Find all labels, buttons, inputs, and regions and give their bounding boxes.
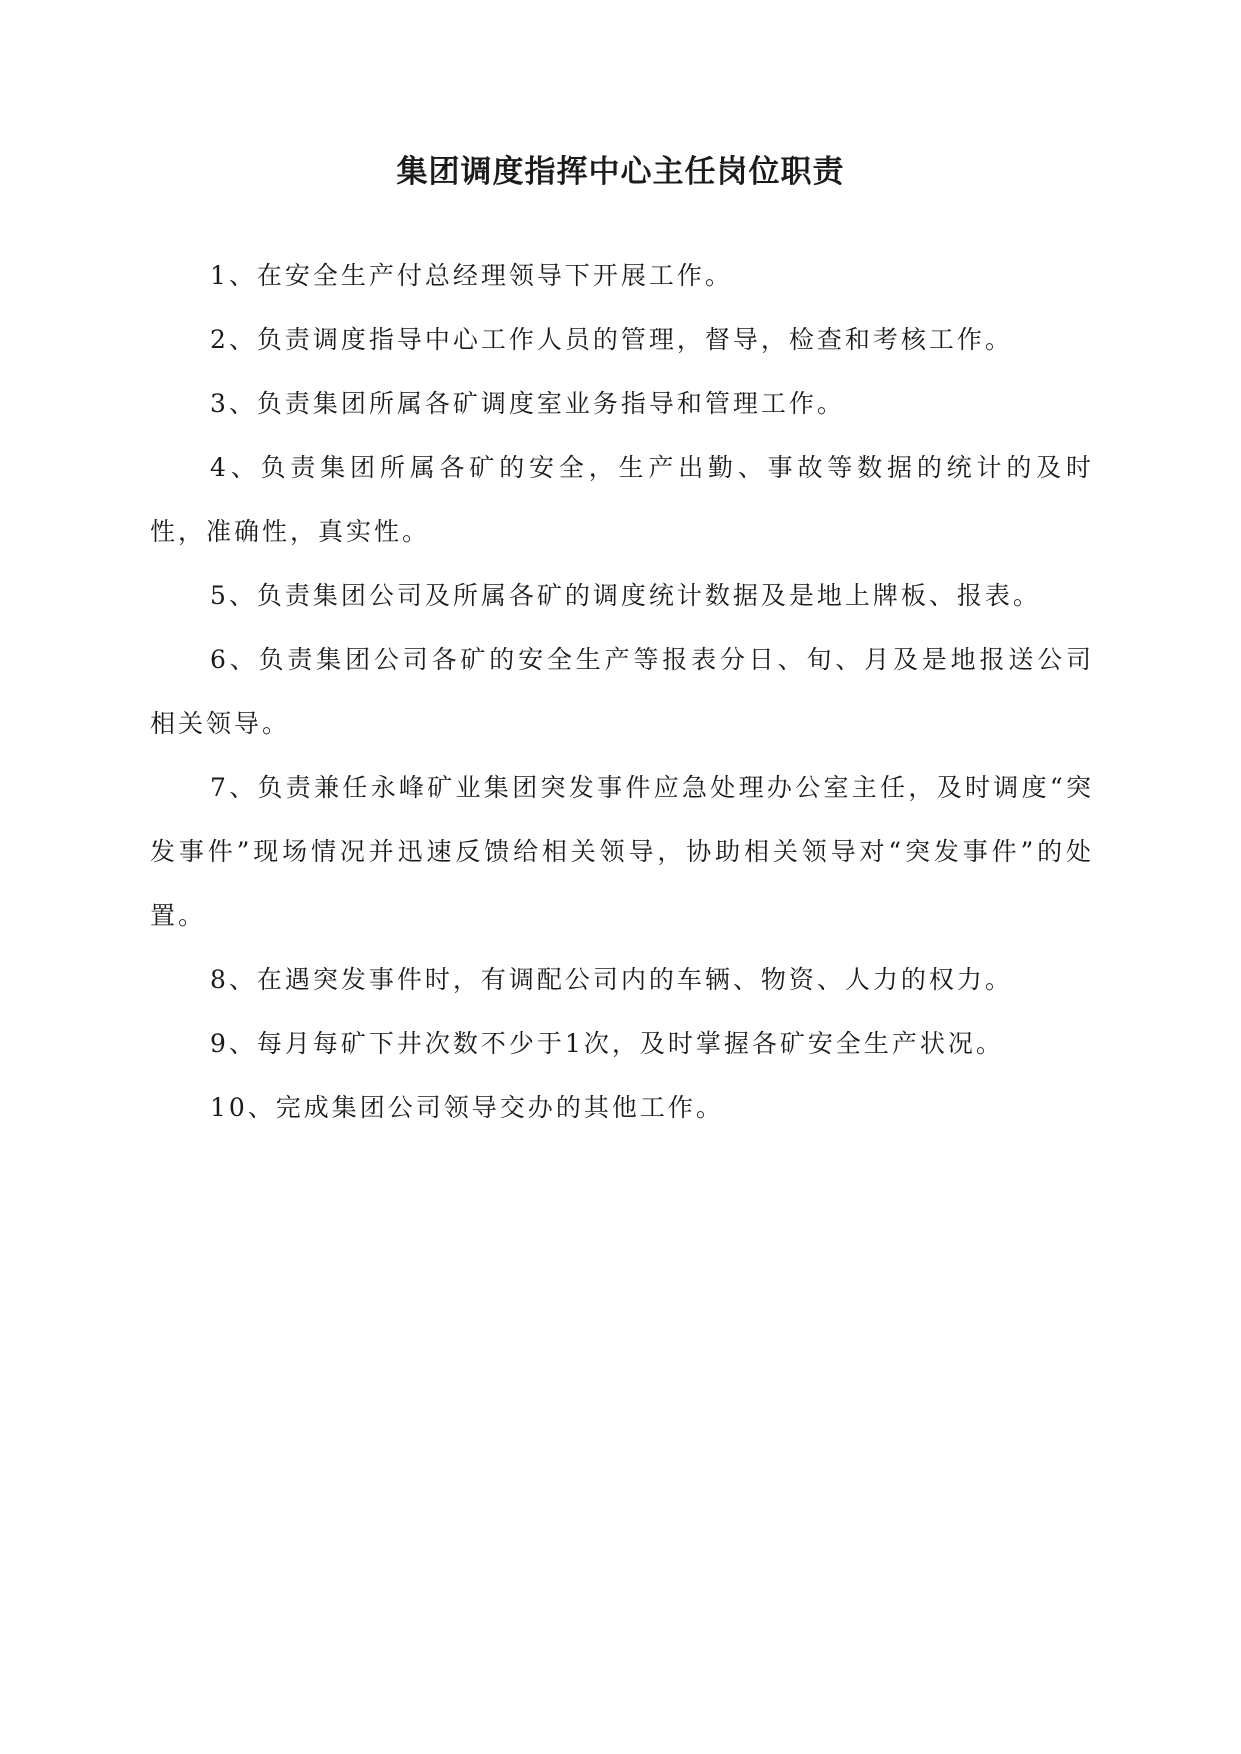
duty-item-6: 6、负责集团公司各矿的安全生产等报表分日、旬、月及是地报送公司相关领导。 (150, 645, 1094, 738)
duty-item-9: 9、每月每矿下井次数不少于1次，及时掌握各矿安全生产状况。 (210, 1029, 1004, 1058)
document-title: 集团调度指挥中心主任岗位职责 (396, 154, 845, 190)
duty-item-7: 7、负责兼任永峰矿业集团突发事件应急处理办公室主任，及时调度“突发事件”现场情况并迅速反馈给相关领导，协助相关领导对“突发事件”的处置。 (150, 773, 1094, 930)
duty-item-3: 3、负责集团所属各矿调度室业务指导和管理工作。 (210, 389, 845, 418)
duty-item-10: 10、完成集团公司领导交办的其他工作。 (210, 1093, 724, 1122)
duty-item-2: 2、负责调度指导中心工作人员的管理，督导，检查和考核工作。 (210, 325, 1013, 354)
duty-item-8: 8、在遇突发事件时，有调配公司内的车辆、物资、人力的权力。 (210, 965, 1013, 994)
duty-list (150, 244, 1094, 1140)
duty-item-5: 5、负责集团公司及所属各矿的调度统计数据及是地上牌板、报表。 (210, 581, 1041, 610)
duty-item-4: 4、负责集团所属各矿的安全，生产出勤、事故等数据的统计的及时性，准确性，真实性。 (150, 453, 1094, 546)
duty-item-1: 1、在安全生产付总经理领导下开展工作。 (210, 261, 733, 290)
